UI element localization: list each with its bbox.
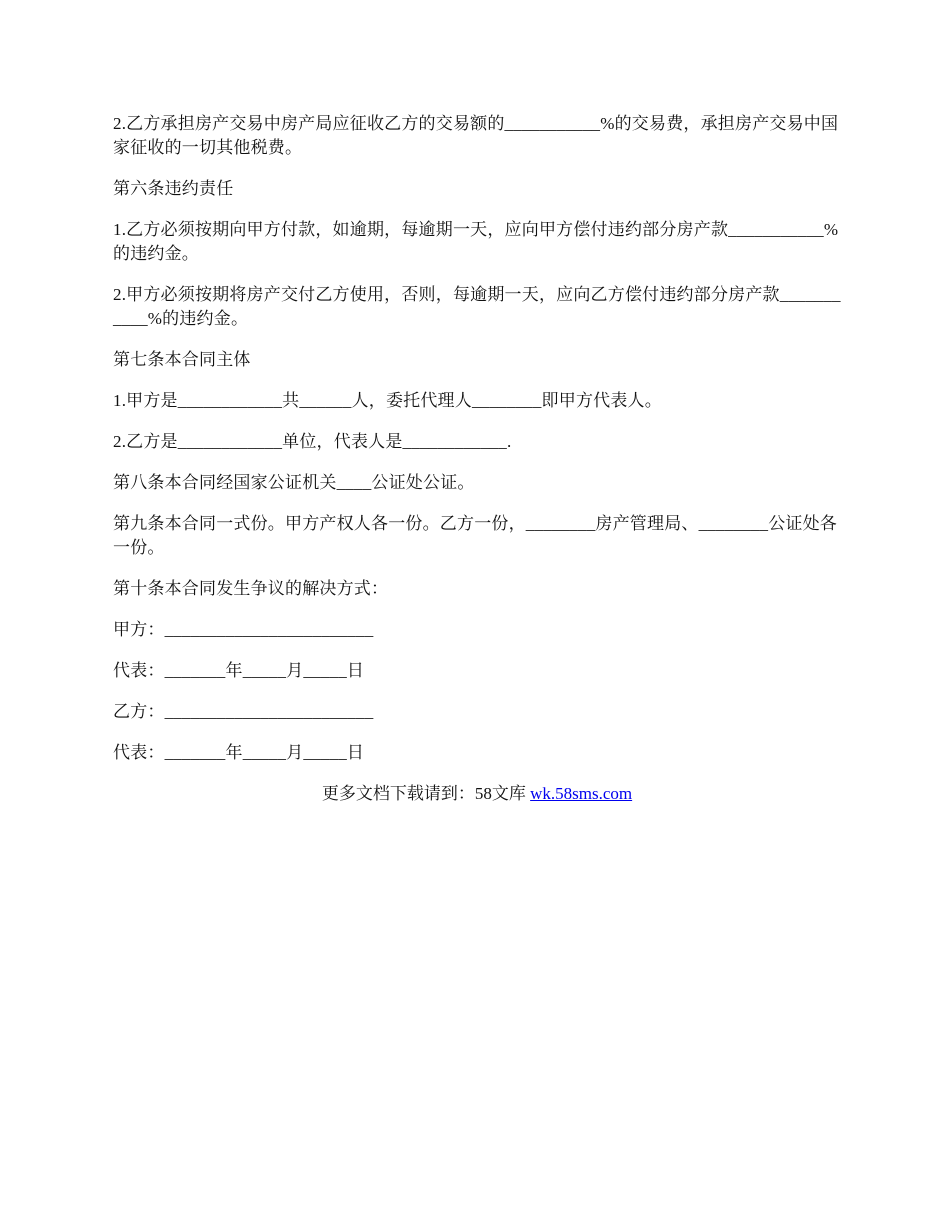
paragraph-article-9: 第九条本合同一式份。甲方产权人各一份。乙方一份，________房产管理局、________公证处各一份。: [113, 514, 837, 557]
paragraph-party-a: 1.甲方是____________共______人，委托代理人________即甲方代表人。: [113, 391, 662, 410]
paragraph-party-b: 2.乙方是____________单位，代表人是____________.: [113, 432, 512, 451]
footer-text: 更多文档下载请到：58文库: [321, 784, 531, 803]
paragraph-article-10: 第十条本合同发生争议的解决方式：: [113, 579, 389, 598]
paragraph-article-8: 第八条本合同经国家公证机关____公证处公证。: [113, 473, 475, 492]
signature-date-b: 代表：_______年_____月_____日: [113, 743, 365, 762]
paragraph-buyer-penalty: 1.乙方必须按期向甲方付款，如逾期，每逾期一天，应向甲方偿付违约部分房产款___________%的违约金。: [113, 220, 839, 263]
footer: [113, 782, 841, 806]
heading-article-6: 第六条违约责任: [113, 179, 234, 198]
signature-date-a: 代表：_______年_____月_____日: [113, 661, 365, 680]
document-body: [113, 112, 841, 806]
paragraph-transaction-fee: 2.乙方承担房产交易中房产局应征收乙方的交易额的___________%的交易费，承担房产交易中国家征收的一切其他税费。: [113, 114, 839, 157]
signature-party-a: 甲方：________________________: [113, 620, 374, 639]
paragraph-seller-penalty: 2.甲方必须按期将房产交付乙方使用，否则，每逾期一天，应向乙方偿付违约部分房产款___________%的违约金。: [113, 285, 841, 328]
heading-article-7: 第七条本合同主体: [113, 350, 251, 369]
signature-party-b: 乙方：________________________: [113, 702, 374, 721]
footer-link[interactable]: wk.58sms.com: [530, 784, 633, 803]
